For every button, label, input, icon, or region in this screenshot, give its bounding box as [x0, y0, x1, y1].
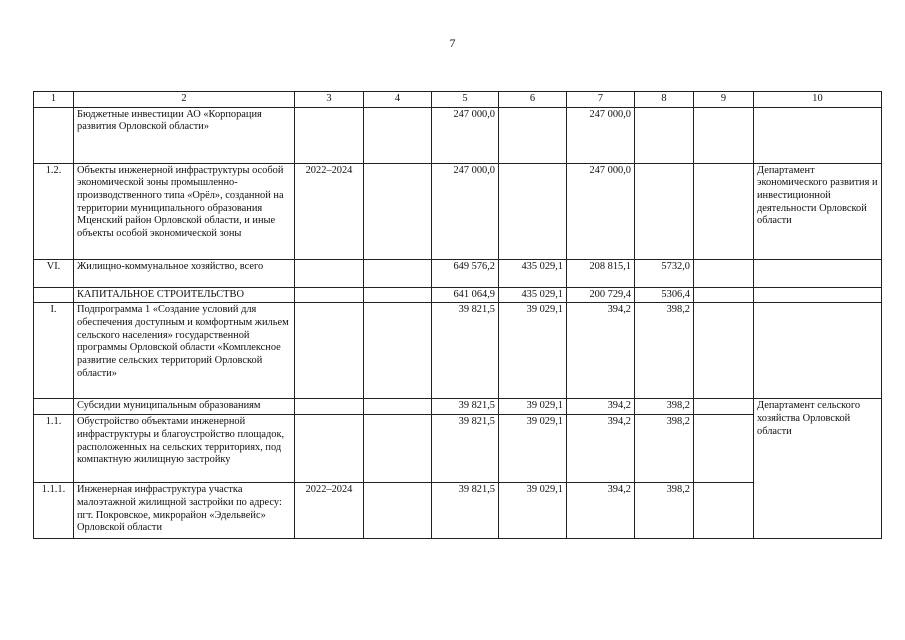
row-col9: [694, 303, 754, 399]
row-col4: [364, 399, 432, 415]
header-cell: 6: [499, 92, 567, 108]
row-col6: [499, 107, 567, 163]
row-number: 1.1.: [34, 415, 74, 483]
table-row: [34, 303, 882, 399]
row-department: [754, 107, 882, 163]
row-period: [295, 415, 364, 483]
row-col7: 394,2: [567, 399, 635, 415]
row-period: [295, 259, 364, 287]
header-cell: 5: [432, 92, 499, 108]
row-col9: [694, 259, 754, 287]
row-col9: [694, 483, 754, 539]
row-col5: 641 064,9: [432, 287, 499, 303]
row-department: [754, 259, 882, 287]
row-col5: 39 821,5: [432, 399, 499, 415]
row-col5: 247 000,0: [432, 163, 499, 259]
row-period: [295, 399, 364, 415]
row-period: [295, 107, 364, 163]
row-col9: [694, 163, 754, 259]
row-col9: [694, 399, 754, 415]
row-col8: [635, 163, 694, 259]
row-col4: [364, 303, 432, 399]
row-col6: 435 029,1: [499, 259, 567, 287]
table-row: [34, 399, 882, 415]
row-col5: 39 821,5: [432, 483, 499, 539]
row-department: Департамент экономического развития и инвестиционной деятельности Орловской области: [754, 163, 882, 259]
row-name: Инженерная инфраструктура участка малоэтажной жилищной застройки по адресу: пгт. Покровское, микрорайон «Эдельвейс» Орловской области: [74, 483, 295, 539]
row-col6: 39 029,1: [499, 483, 567, 539]
row-col5: 39 821,5: [432, 303, 499, 399]
row-name: Субсидии муниципальным образованиям: [74, 399, 295, 415]
row-period: [295, 287, 364, 303]
row-number: VI.: [34, 259, 74, 287]
row-col8: 398,2: [635, 303, 694, 399]
row-col7: 247 000,0: [567, 163, 635, 259]
header-cell: 10: [754, 92, 882, 108]
row-col7: 394,2: [567, 303, 635, 399]
header-cell: 3: [295, 92, 364, 108]
header-row: [34, 92, 882, 108]
row-col9: [694, 415, 754, 483]
row-col8: 398,2: [635, 399, 694, 415]
header-cell: 1: [34, 92, 74, 108]
table-row: [34, 287, 882, 303]
row-department: [754, 303, 882, 399]
header-cell: 8: [635, 92, 694, 108]
row-col5: 247 000,0: [432, 107, 499, 163]
row-name: Объекты инженерной инфраструктуры особой экономической зоны промышленно-производственного типа «Орёл», созданной на территории муниципального образования Мценский район Орловской области, и иные объекты особой экономической зоны: [74, 163, 295, 259]
row-col8: 5306,4: [635, 287, 694, 303]
row-col7: 394,2: [567, 415, 635, 483]
row-col4: [364, 107, 432, 163]
row-col4: [364, 287, 432, 303]
row-number: [34, 287, 74, 303]
row-col9: [694, 107, 754, 163]
row-col7: 200 729,4: [567, 287, 635, 303]
row-col6: 39 029,1: [499, 303, 567, 399]
row-col4: [364, 259, 432, 287]
row-col6: 435 029,1: [499, 287, 567, 303]
row-col5: 649 576,2: [432, 259, 499, 287]
row-number: 1.2.: [34, 163, 74, 259]
row-name: Бюджетные инвестиции АО «Корпорация развития Орловской области»: [74, 107, 295, 163]
row-col9: [694, 287, 754, 303]
header-cell: 7: [567, 92, 635, 108]
row-name: Подпрограмма 1 «Создание условий для обеспечения доступным и комфортным жильем сельского населения» государственной программы Орловской области «Комплексное развитие сельских территорий Орловской области»: [74, 303, 295, 399]
row-col6: 39 029,1: [499, 415, 567, 483]
row-period: 2022–2024: [295, 163, 364, 259]
row-number: 1.1.1.: [34, 483, 74, 539]
row-col7: 208 815,1: [567, 259, 635, 287]
row-col7: 394,2: [567, 483, 635, 539]
page-number: 7: [449, 36, 456, 50]
row-col4: [364, 483, 432, 539]
row-col8: 398,2: [635, 483, 694, 539]
row-department: [754, 287, 882, 303]
row-col4: [364, 163, 432, 259]
row-period: [295, 303, 364, 399]
header-cell: 4: [364, 92, 432, 108]
row-col8: 398,2: [635, 415, 694, 483]
row-department: Департамент сельского хозяйства Орловской области: [754, 399, 882, 539]
row-col5: 39 821,5: [432, 415, 499, 483]
table-row: [34, 107, 882, 163]
table-row: [34, 259, 882, 287]
budget-table: [33, 91, 882, 539]
row-number: I.: [34, 303, 74, 399]
row-period: 2022–2024: [295, 483, 364, 539]
row-col7: 247 000,0: [567, 107, 635, 163]
row-name: Обустройство объектами инженерной инфраструктуры и благоустройство площадок, расположенных на сельских территориях, под компактную жилищную застройку: [74, 415, 295, 483]
table-row: [34, 163, 882, 259]
header-cell: 9: [694, 92, 754, 108]
row-col8: [635, 107, 694, 163]
row-number: [34, 399, 74, 415]
row-col6: [499, 163, 567, 259]
row-name: КАПИТАЛЬНОЕ СТРОИТЕЛЬСТВО: [74, 287, 295, 303]
row-number: [34, 107, 74, 163]
header-cell: 2: [74, 92, 295, 108]
row-col6: 39 029,1: [499, 399, 567, 415]
row-col4: [364, 415, 432, 483]
row-col8: 5732,0: [635, 259, 694, 287]
row-name: Жилищно-коммунальное хозяйство, всего: [74, 259, 295, 287]
